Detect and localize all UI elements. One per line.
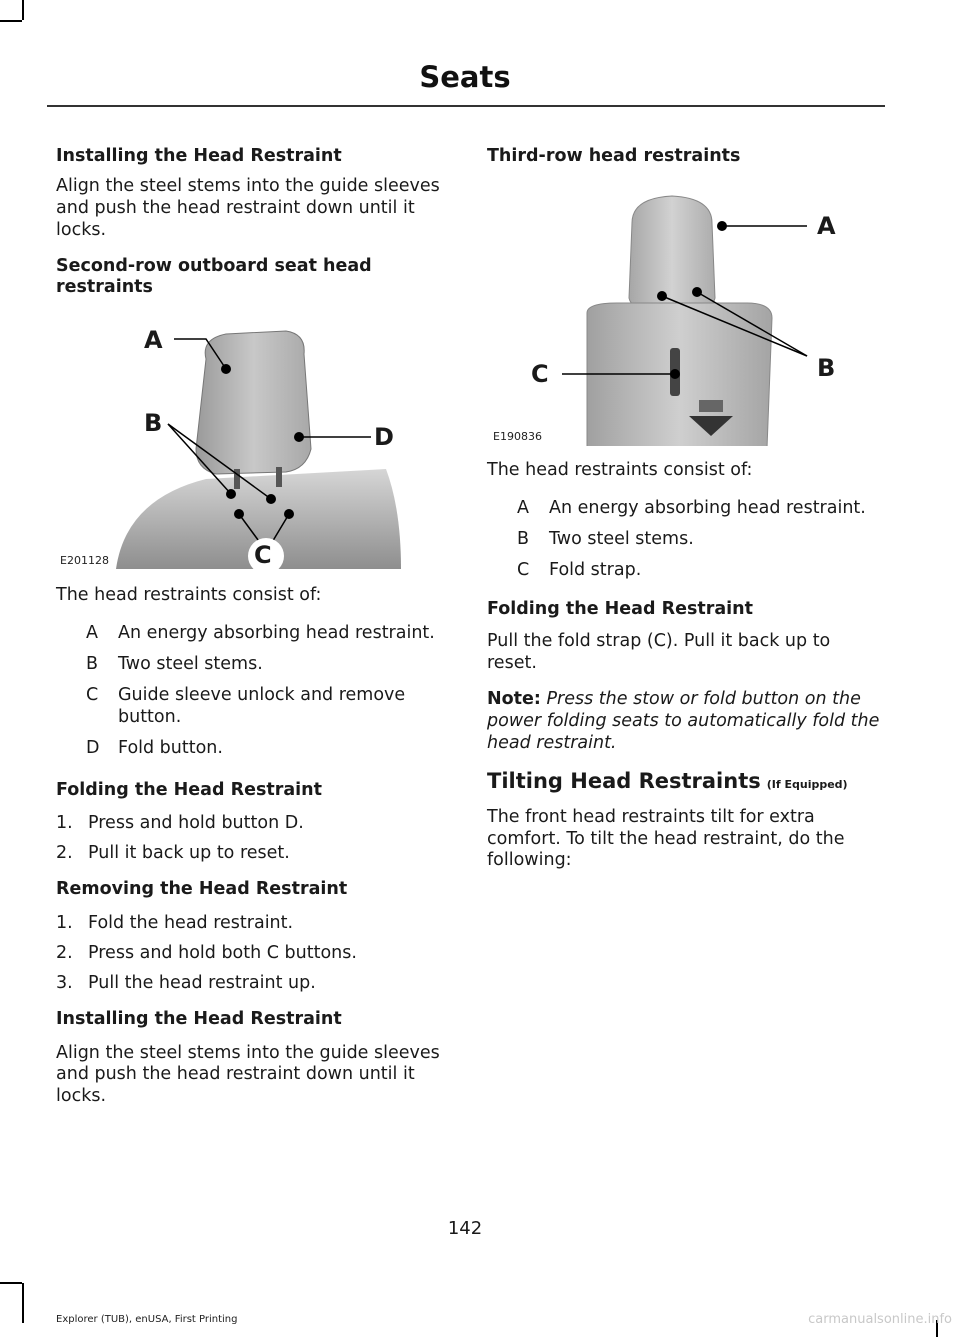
legend-key: A (517, 497, 529, 518)
legend-item (487, 498, 882, 520)
legend-text: Two steel stems. (549, 528, 694, 549)
legend-text: Two steel stems. (118, 654, 263, 674)
list-text: Press and hold button D. (88, 813, 304, 834)
legend-text: An energy absorbing head restraint. (549, 497, 866, 518)
paragraph: Align the steel stems into the guide sleeves and push the head restraint down until it locks. (56, 1042, 440, 1107)
crop-mark (0, 1282, 22, 1284)
callout-label-b: B (817, 353, 836, 382)
list-number: 1. (56, 813, 73, 834)
paragraph: Pull the fold strap (C). Pull it back up to reset. (487, 631, 831, 674)
legend-key: B (86, 654, 99, 674)
callout-label-c: C (531, 359, 549, 388)
right-column (487, 146, 882, 886)
crop-mark (22, 0, 24, 20)
page-number: 142 (447, 1218, 483, 1239)
tilting-heading: Tilting Head Restraints (487, 768, 761, 793)
note-label: Note: (487, 689, 541, 709)
crop-mark (0, 20, 22, 22)
list-text: Pull it back up to reset. (88, 843, 290, 864)
legend-text: Guide sleeve unlock and remove button. (118, 684, 406, 727)
legend-item (487, 560, 882, 582)
left-column (56, 146, 451, 1122)
list-number: 2. (56, 843, 73, 864)
figure-third-row-head-restraint (487, 178, 882, 446)
list-item (56, 943, 451, 965)
list-number: 2. (56, 942, 73, 963)
legend-list (56, 623, 451, 759)
legend-key: C (86, 684, 99, 705)
legend-key: D (86, 737, 100, 758)
footer-edition: Explorer (TUB), enUSA, First Printing (56, 1314, 238, 1325)
section-heading: Folding the Head Restraint (56, 779, 322, 800)
callout-label-b: B (144, 409, 163, 438)
list-item (56, 913, 451, 935)
list-number: 1. (56, 913, 73, 933)
note-text: Press the stow or fold button on the power folding seats to automatically fold the head restraint. (487, 689, 880, 753)
section-heading: Second-row outboard seat head restraints (56, 255, 372, 298)
figure-id: E201128 (60, 554, 109, 568)
legend-list (487, 498, 882, 582)
paragraph: The head restraints consist of: (487, 459, 753, 480)
watermark: carmanualsonline.info (808, 1312, 952, 1327)
list-text: Press and hold both C buttons. (88, 942, 357, 963)
page-title: Seats (419, 60, 511, 94)
list-item (56, 843, 451, 865)
figure-second-row-head-restraint (56, 309, 451, 571)
note (487, 689, 882, 755)
list-number: 3. (56, 972, 73, 993)
section-heading-large (487, 769, 882, 793)
legend-item (56, 738, 451, 760)
list-item (56, 973, 451, 995)
legend-item (56, 685, 451, 729)
legend-item (487, 529, 882, 551)
legend-text: Fold button. (118, 737, 223, 758)
section-heading: Third-row head restraints (487, 146, 741, 166)
figure-id: E190836 (493, 429, 542, 443)
equipped-note: (If Equipped) (766, 777, 848, 791)
callout-label-a: A (144, 326, 163, 355)
legend-key: C (517, 559, 530, 580)
paragraph: The front head restraints tilt for extra comfort. To tilt the head restraint, do the following: (487, 806, 845, 871)
paragraph: Align the steel stems into the guide sleeves and push the head restraint down until it locks. (56, 175, 440, 240)
list-text: Pull the head restraint up. (88, 972, 316, 993)
legend-key: B (517, 528, 530, 549)
list-text: Fold the head restraint. (88, 913, 294, 933)
header-divider (47, 105, 885, 107)
legend-key: A (86, 623, 98, 644)
paragraph: The head restraints consist of: (56, 585, 322, 606)
callout-label-d: D (374, 423, 394, 452)
legend-item (56, 623, 451, 645)
section-heading: Installing the Head Restraint (56, 1008, 342, 1029)
list-item (56, 813, 451, 835)
section-heading: Removing the Head Restraint (56, 879, 348, 900)
legend-item (56, 654, 451, 676)
section-heading: Installing the Head Restraint (56, 146, 342, 166)
legend-text: Fold strap. (549, 559, 642, 580)
crop-mark (22, 1283, 24, 1323)
callout-label-c: C (254, 541, 272, 570)
callout-label-a: A (817, 211, 836, 240)
legend-text: An energy absorbing head restraint. (118, 623, 435, 644)
section-heading: Folding the Head Restraint (487, 599, 753, 620)
